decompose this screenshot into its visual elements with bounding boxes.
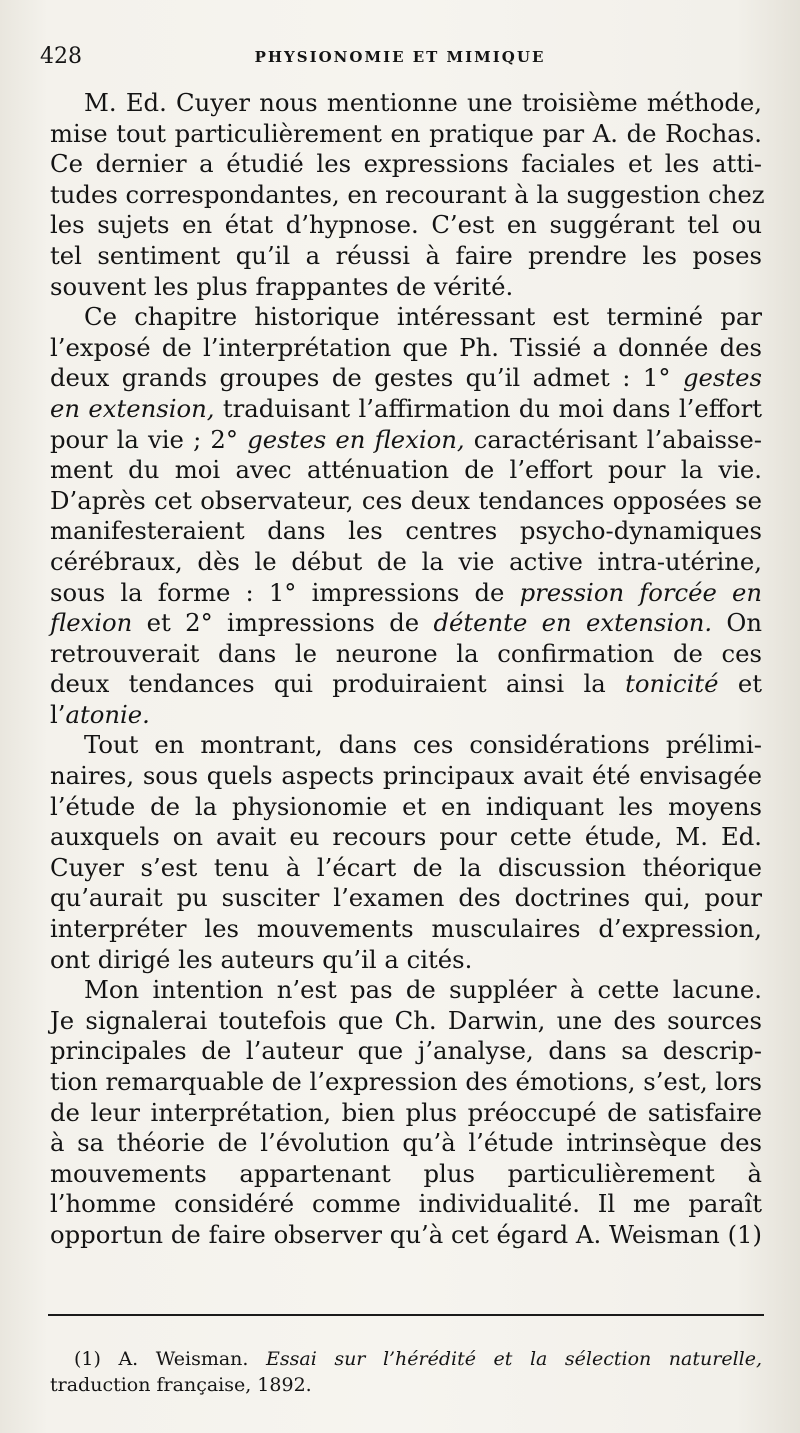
body-text-line bbox=[50, 700, 762, 731]
italic-text: en extension, bbox=[50, 393, 215, 423]
body-text-line bbox=[50, 119, 762, 150]
text-run: ment du moi avec atténuation de l’effort pour la vie. bbox=[50, 455, 762, 485]
text-run: Tout en montrant, dans ces considérations prélimi- bbox=[84, 730, 762, 760]
text-run: et 2° impressions de bbox=[132, 608, 434, 638]
italic-text: gestes bbox=[682, 363, 762, 393]
text-run: deux tendances qui produiraient ainsi la bbox=[50, 669, 626, 699]
body-text-line bbox=[50, 853, 762, 884]
text-run: mouvements appartenant plus particulièrement à bbox=[50, 1158, 762, 1188]
body-text-line bbox=[50, 914, 762, 945]
text-run: traduisant l’affirmation du moi dans l’effort bbox=[214, 393, 762, 423]
text-run: l’étude de la physionomie et en indiquant les moyens bbox=[50, 791, 762, 821]
text-run: ont dirigé les auteurs qu’il a cités. bbox=[50, 944, 473, 974]
text-run: (1) A. Weisman. bbox=[74, 1348, 266, 1370]
italic-text: détente en extension. bbox=[433, 608, 713, 638]
body-text-line bbox=[50, 455, 762, 486]
text-run: traduction française, 1892. bbox=[50, 1374, 312, 1396]
body-text-line bbox=[50, 1036, 762, 1067]
text-run: caractérisant l’abaisse- bbox=[464, 424, 762, 454]
body-text-line bbox=[50, 1098, 762, 1129]
italic-text: atonie. bbox=[65, 699, 150, 729]
body-text-line bbox=[50, 1159, 762, 1190]
text-run: naires, sous quels aspects principaux avait été envisagée bbox=[50, 761, 762, 791]
page-number: 428 bbox=[40, 44, 82, 69]
body-text-line bbox=[50, 975, 762, 1006]
text-run: cérébraux, dès le début de la vie active intra-utérine, bbox=[50, 546, 762, 576]
text-run: l’exposé de l’interprétation que Ph. Tissié a donnée des bbox=[50, 332, 762, 362]
body-text-line bbox=[50, 639, 762, 670]
body-text-line bbox=[50, 516, 762, 547]
text-run: tel sentiment qu’il a réussi à faire prendre les poses bbox=[50, 240, 762, 270]
footnotes bbox=[50, 1346, 762, 1398]
body-text-line bbox=[50, 149, 762, 180]
italic-text: pression forcée en bbox=[519, 577, 762, 607]
italic-text: flexion bbox=[50, 608, 133, 638]
text-run: à sa théorie de l’évolution qu’à l’étude intrinsèque des bbox=[50, 1128, 762, 1158]
text-run: retrouverait dans le neurone la confirmation de ces bbox=[50, 638, 762, 668]
body-text-line bbox=[50, 1189, 762, 1220]
body-text-line bbox=[50, 210, 762, 241]
body-text-line bbox=[50, 363, 762, 394]
text-run: On bbox=[712, 608, 762, 638]
body-text-line bbox=[50, 179, 765, 211]
text-run: Ce dernier a étudié les expressions faciales et les atti- bbox=[50, 149, 762, 179]
text-run: sous la forme : 1° impressions de bbox=[50, 577, 520, 607]
body-text-line bbox=[50, 241, 762, 272]
body-text-line bbox=[50, 822, 762, 853]
text-run: D’après cet observateur, ces deux tendances opposées se bbox=[50, 485, 762, 515]
text-run: mise tout particulièrement en pratique par A. de Rochas. bbox=[50, 118, 762, 148]
text-run: et bbox=[718, 669, 762, 699]
text-run: de leur interprétation, bien plus préoccupé de satisfaire bbox=[50, 1097, 762, 1127]
text-run: M. Ed. Cuyer nous mentionne une troisième méthode, bbox=[84, 88, 762, 117]
body-text-line bbox=[50, 761, 762, 792]
body-text-line bbox=[50, 333, 762, 364]
text-run: tion remarquable de l’expression des émotions, s’est, lors bbox=[50, 1067, 762, 1096]
body-text-line bbox=[50, 394, 762, 425]
italic-text: Essai sur l’hérédité et la sélection naturelle, bbox=[266, 1348, 763, 1370]
italic-text: gestes en flexion, bbox=[247, 424, 465, 454]
body-text-line bbox=[50, 486, 762, 517]
text-run: l’homme considéré comme individualité. Il me paraît bbox=[50, 1189, 762, 1219]
footnote-line bbox=[50, 1346, 762, 1372]
body-text-line bbox=[50, 425, 762, 456]
text-run: Cuyer s’est tenu à l’écart de la discussion théorique bbox=[50, 852, 762, 882]
footnote-rule bbox=[48, 1314, 764, 1316]
text-run: manifesteraient dans les centres psycho-dynamiques bbox=[50, 516, 762, 546]
text-run: Je signalerai toutefois que Ch. Darwin, une des sources bbox=[50, 1005, 762, 1035]
text-run: principales de l’auteur que j’analyse, dans sa descrip- bbox=[50, 1036, 762, 1066]
footnote-line bbox=[50, 1372, 762, 1398]
text-run: qu’aurait pu susciter l’examen des doctrines qui, pour bbox=[50, 883, 762, 913]
body-text-line bbox=[50, 1220, 762, 1251]
body-text-line bbox=[50, 88, 762, 119]
body-text-line bbox=[50, 1006, 762, 1037]
page-header bbox=[40, 44, 760, 74]
body-text-line bbox=[50, 945, 762, 976]
body-text-line bbox=[50, 1067, 762, 1098]
body-text-line bbox=[50, 792, 762, 823]
body-text-line bbox=[50, 302, 762, 333]
text-run: Ce chapitre historique intéressant est terminé par bbox=[84, 302, 762, 332]
body-text-line bbox=[50, 730, 762, 761]
body-text-line bbox=[50, 1128, 762, 1159]
body-text-line bbox=[50, 547, 762, 578]
text-run: deux grands groupes de gestes qu’il admet : 1° bbox=[50, 363, 683, 393]
text-run: tudes correspondantes, en recourant à la suggestion chez bbox=[50, 179, 765, 209]
text-run: interpréter les mouvements musculaires d’expression, bbox=[50, 914, 762, 944]
text-run: auxquels on avait eu recours pour cette étude, M. Ed. bbox=[50, 822, 762, 852]
italic-text: tonicité bbox=[625, 669, 719, 699]
body-text-line bbox=[50, 272, 762, 303]
text-run: Mon intention n’est pas de suppléer à cette lacune. bbox=[84, 975, 762, 1005]
text-run: l’ bbox=[50, 699, 66, 729]
text-run: souvent les plus frappantes de vérité. bbox=[50, 271, 514, 301]
text-run: les sujets en état d’hypnose. C’est en suggérant tel ou bbox=[50, 210, 762, 240]
body-text-line bbox=[50, 669, 762, 700]
body-text-line bbox=[50, 608, 762, 639]
text-run: opportun de faire observer qu’à cet égard A. Weisman (1) bbox=[50, 1219, 762, 1249]
text-run: pour la vie ; 2° bbox=[50, 424, 248, 454]
body-text-line bbox=[50, 578, 762, 609]
running-head: PHYSIONOMIE ET MIMIQUE bbox=[254, 48, 546, 66]
body-text-line bbox=[50, 883, 762, 914]
body-text bbox=[50, 88, 765, 1251]
